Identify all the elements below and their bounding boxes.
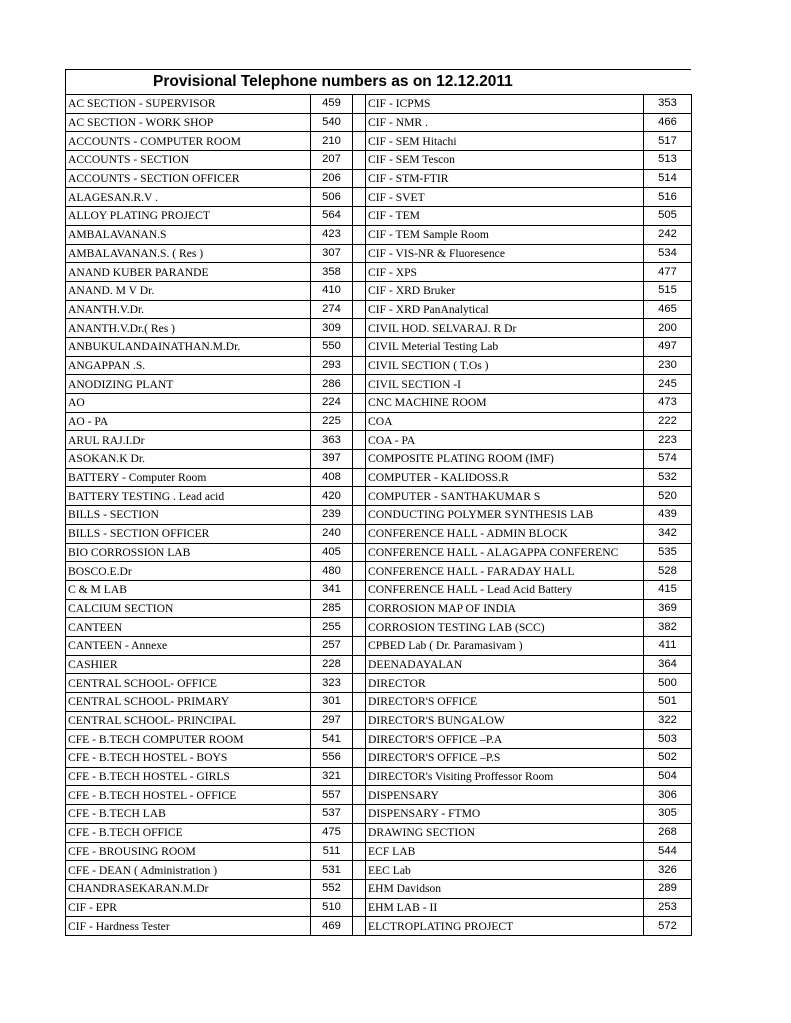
- entry-number: 511: [311, 842, 353, 861]
- entry-name: CIF - SVET: [366, 188, 644, 207]
- column-gap: [353, 823, 366, 842]
- entry-name: ARUL RAJ.I.Dr: [66, 431, 311, 450]
- entry-number: 321: [311, 767, 353, 786]
- entry-name: COMPUTER - SANTHAKUMAR S: [366, 487, 644, 506]
- entry-name: DISPENSARY - FTMO: [366, 805, 644, 824]
- entry-name: CIF - SEM Tescon: [366, 151, 644, 170]
- column-gap: [353, 898, 366, 917]
- column-gap: [353, 917, 366, 936]
- entry-name: ELCTROPLATING PROJECT: [366, 917, 644, 936]
- table-row: [66, 244, 692, 263]
- entry-number: 200: [644, 319, 692, 338]
- entry-number: 363: [311, 431, 353, 450]
- entry-name: BIO CORROSSION LAB: [66, 543, 311, 562]
- entry-number: 423: [311, 225, 353, 244]
- entry-name: CENTRAL SCHOOL- PRIMARY: [66, 693, 311, 712]
- column-gap: [353, 132, 366, 151]
- entry-number: 514: [644, 169, 692, 188]
- column-gap: [353, 263, 366, 282]
- entry-name: CIF - STM-FTIR: [366, 169, 644, 188]
- column-gap: [353, 879, 366, 898]
- entry-number: 564: [311, 207, 353, 226]
- entry-number: 503: [644, 730, 692, 749]
- entry-number: 286: [311, 375, 353, 394]
- entry-name: CASHIER: [66, 655, 311, 674]
- table-row: [66, 898, 692, 917]
- entry-name: CORROSION MAP OF INDIA: [366, 599, 644, 618]
- entry-name: CIF - ICPMS: [366, 95, 644, 114]
- entry-number: 410: [311, 281, 353, 300]
- entry-name: DRAWING SECTION: [366, 823, 644, 842]
- entry-number: 245: [644, 375, 692, 394]
- column-gap: [353, 244, 366, 263]
- entry-name: CIF - Hardness Tester: [66, 917, 311, 936]
- entry-number: 289: [644, 879, 692, 898]
- entry-name: ACCOUNTS - COMPUTER ROOM: [66, 132, 311, 151]
- entry-number: 572: [644, 917, 692, 936]
- entry-number: 465: [644, 300, 692, 319]
- entry-number: 544: [644, 842, 692, 861]
- entry-name: AMBALAVANAN.S: [66, 225, 311, 244]
- entry-number: 497: [644, 337, 692, 356]
- entry-number: 369: [644, 599, 692, 618]
- entry-name: ECF LAB: [366, 842, 644, 861]
- entry-number: 540: [311, 113, 353, 132]
- column-gap: [353, 562, 366, 581]
- column-gap: [353, 375, 366, 394]
- column-gap: [353, 468, 366, 487]
- entry-number: 301: [311, 693, 353, 712]
- entry-number: 541: [311, 730, 353, 749]
- column-gap: [353, 225, 366, 244]
- entry-number: 517: [644, 132, 692, 151]
- entry-number: 253: [644, 898, 692, 917]
- entry-name: ANAND KUBER PARANDE: [66, 263, 311, 282]
- entry-number: 323: [311, 674, 353, 693]
- table-row: [66, 225, 692, 244]
- entry-number: 268: [644, 823, 692, 842]
- entry-number: 528: [644, 562, 692, 581]
- entry-number: 228: [311, 655, 353, 674]
- entry-number: 556: [311, 749, 353, 768]
- entry-number: 469: [311, 917, 353, 936]
- column-gap: [353, 618, 366, 637]
- entry-name: AO: [66, 394, 311, 413]
- entry-name: CIF - NMR .: [366, 113, 644, 132]
- table-row: [66, 151, 692, 170]
- entry-number: 531: [311, 861, 353, 880]
- entry-name: DIRECTOR'S BUNGALOW: [366, 711, 644, 730]
- entry-name: CIF - XRD PanAnalytical: [366, 300, 644, 319]
- entry-number: 535: [644, 543, 692, 562]
- telephone-table-body: [66, 95, 692, 936]
- entry-name: COMPUTER - KALIDOSS.R: [366, 468, 644, 487]
- entry-number: 552: [311, 879, 353, 898]
- table-row: [66, 263, 692, 282]
- entry-name: CIF - EPR: [66, 898, 311, 917]
- entry-name: CONFERENCE HALL - ADMIN BLOCK: [366, 524, 644, 543]
- entry-name: AC SECTION - SUPERVISOR: [66, 95, 311, 114]
- entry-number: 537: [311, 805, 353, 824]
- entry-name: AO - PA: [66, 412, 311, 431]
- table-row: [66, 506, 692, 525]
- entry-name: BATTERY TESTING . Lead acid: [66, 487, 311, 506]
- column-gap: [353, 506, 366, 525]
- table-row: [66, 468, 692, 487]
- entry-number: 222: [644, 412, 692, 431]
- table-row: [66, 300, 692, 319]
- entry-number: 420: [311, 487, 353, 506]
- entry-number: 473: [644, 394, 692, 413]
- table-row: [66, 375, 692, 394]
- entry-name: CONFERENCE HALL - FARADAY HALL: [366, 562, 644, 581]
- entry-number: 305: [644, 805, 692, 824]
- entry-number: 240: [311, 524, 353, 543]
- entry-number: 326: [644, 861, 692, 880]
- entry-number: 501: [644, 693, 692, 712]
- entry-name: CFE - B.TECH HOSTEL - OFFICE: [66, 786, 311, 805]
- page-title: Provisional Telephone numbers as on 12.12.2011: [153, 73, 513, 90]
- table-row: [66, 207, 692, 226]
- entry-name: CALCIUM SECTION: [66, 599, 311, 618]
- entry-name: CFE - B.TECH COMPUTER ROOM: [66, 730, 311, 749]
- entry-name: CIF - VIS-NR & Fluoresence: [366, 244, 644, 263]
- entry-name: CANTEEN: [66, 618, 311, 637]
- column-gap: [353, 842, 366, 861]
- entry-name: COMPOSITE PLATING ROOM (IMF): [366, 450, 644, 469]
- table-row: [66, 599, 692, 618]
- column-gap: [353, 636, 366, 655]
- column-gap: [353, 749, 366, 768]
- column-gap: [353, 319, 366, 338]
- column-gap: [353, 543, 366, 562]
- entry-number: 306: [644, 786, 692, 805]
- table-row: [66, 450, 692, 469]
- table-row: [66, 562, 692, 581]
- table-row: [66, 132, 692, 151]
- table-row: [66, 95, 692, 114]
- entry-number: 223: [644, 431, 692, 450]
- entry-name: EHM Davidson: [366, 879, 644, 898]
- column-gap: [353, 693, 366, 712]
- table-row: [66, 543, 692, 562]
- column-gap: [353, 524, 366, 543]
- table-row: [66, 711, 692, 730]
- column-gap: [353, 95, 366, 114]
- entry-name: CIF - XPS: [366, 263, 644, 282]
- entry-name: ANAND. M V Dr.: [66, 281, 311, 300]
- table-row: [66, 169, 692, 188]
- column-gap: [353, 207, 366, 226]
- column-gap: [353, 281, 366, 300]
- entry-number: 477: [644, 263, 692, 282]
- entry-number: 466: [644, 113, 692, 132]
- column-gap: [353, 188, 366, 207]
- entry-name: BOSCO.E.Dr: [66, 562, 311, 581]
- entry-number: 397: [311, 450, 353, 469]
- entry-name: CONFERENCE HALL - ALAGAPPA CONFERENC: [366, 543, 644, 562]
- entry-name: DIRECTOR'S OFFICE –P.S: [366, 749, 644, 768]
- column-gap: [353, 711, 366, 730]
- entry-number: 309: [311, 319, 353, 338]
- entry-number: 411: [644, 636, 692, 655]
- entry-name: CIVIL SECTION -I: [366, 375, 644, 394]
- entry-name: CIF - TEM: [366, 207, 644, 226]
- table-row: [66, 805, 692, 824]
- entry-name: CHANDRASEKARAN.M.Dr: [66, 879, 311, 898]
- table-row: [66, 113, 692, 132]
- telephone-table: [65, 94, 692, 936]
- column-gap: [353, 356, 366, 375]
- table-row: [66, 917, 692, 936]
- entry-number: 506: [311, 188, 353, 207]
- column-gap: [353, 412, 366, 431]
- entry-name: CIF - XRD Bruker: [366, 281, 644, 300]
- column-gap: [353, 337, 366, 356]
- table-row: [66, 580, 692, 599]
- entry-number: 239: [311, 506, 353, 525]
- column-gap: [353, 786, 366, 805]
- entry-name: COA - PA: [366, 431, 644, 450]
- entry-name: BILLS - SECTION OFFICER: [66, 524, 311, 543]
- table-row: [66, 655, 692, 674]
- entry-name: ACCOUNTS - SECTION: [66, 151, 311, 170]
- entry-name: CENTRAL SCHOOL- PRINCIPAL: [66, 711, 311, 730]
- entry-name: ACCOUNTS - SECTION OFFICER: [66, 169, 311, 188]
- entry-number: 342: [644, 524, 692, 543]
- entry-number: 574: [644, 450, 692, 469]
- table-row: [66, 281, 692, 300]
- entry-number: 255: [311, 618, 353, 637]
- table-row: [66, 767, 692, 786]
- entry-name: CONFERENCE HALL - Lead Acid Battery: [366, 580, 644, 599]
- entry-name: AMBALAVANAN.S. ( Res ): [66, 244, 311, 263]
- entry-number: 322: [644, 711, 692, 730]
- table-row: [66, 842, 692, 861]
- column-gap: [353, 300, 366, 319]
- table-row: [66, 879, 692, 898]
- entry-number: 210: [311, 132, 353, 151]
- entry-number: 225: [311, 412, 353, 431]
- entry-name: CORROSION TESTING LAB (SCC): [366, 618, 644, 637]
- entry-number: 510: [311, 898, 353, 917]
- entry-name: CIF - SEM Hitachi: [366, 132, 644, 151]
- column-gap: [353, 394, 366, 413]
- table-row: [66, 730, 692, 749]
- entry-number: 532: [644, 468, 692, 487]
- entry-name: ASOKAN.K Dr.: [66, 450, 311, 469]
- entry-name: CFE - B.TECH OFFICE: [66, 823, 311, 842]
- entry-number: 207: [311, 151, 353, 170]
- entry-name: ANANTH.V.Dr.( Res ): [66, 319, 311, 338]
- entry-number: 480: [311, 562, 353, 581]
- column-gap: [353, 431, 366, 450]
- table-row: [66, 412, 692, 431]
- column-gap: [353, 487, 366, 506]
- entry-number: 353: [644, 95, 692, 114]
- entry-number: 364: [644, 655, 692, 674]
- entry-number: 285: [311, 599, 353, 618]
- entry-number: 224: [311, 394, 353, 413]
- table-row: [66, 786, 692, 805]
- column-gap: [353, 767, 366, 786]
- entry-number: 230: [644, 356, 692, 375]
- entry-number: 358: [311, 263, 353, 282]
- entry-number: 475: [311, 823, 353, 842]
- entry-number: 520: [644, 487, 692, 506]
- entry-number: 459: [311, 95, 353, 114]
- entry-name: CPBED Lab ( Dr. Paramasivam ): [366, 636, 644, 655]
- entry-name: ANANTH.V.Dr.: [66, 300, 311, 319]
- table-row: [66, 861, 692, 880]
- entry-number: 405: [311, 543, 353, 562]
- entry-name: CNC MACHINE ROOM: [366, 394, 644, 413]
- column-gap: [353, 730, 366, 749]
- entry-name: CFE - BROUSING ROOM: [66, 842, 311, 861]
- column-gap: [353, 113, 366, 132]
- entry-number: 297: [311, 711, 353, 730]
- column-gap: [353, 450, 366, 469]
- entry-number: 206: [311, 169, 353, 188]
- column-gap: [353, 805, 366, 824]
- entry-name: CANTEEN - Annexe: [66, 636, 311, 655]
- entry-name: CENTRAL SCHOOL- OFFICE: [66, 674, 311, 693]
- entry-name: CFE - B.TECH HOSTEL - BOYS: [66, 749, 311, 768]
- table-row: [66, 394, 692, 413]
- table-row: [66, 487, 692, 506]
- entry-number: 516: [644, 188, 692, 207]
- entry-number: 513: [644, 151, 692, 170]
- entry-number: 242: [644, 225, 692, 244]
- entry-name: COA: [366, 412, 644, 431]
- entry-name: AC SECTION - WORK SHOP: [66, 113, 311, 132]
- table-row: [66, 188, 692, 207]
- telephone-sheet: [65, 69, 691, 936]
- entry-name: CIVIL SECTION ( T.Os ): [366, 356, 644, 375]
- entry-name: ALLOY PLATING PROJECT: [66, 207, 311, 226]
- entry-name: DIRECTOR'S OFFICE –P.A: [366, 730, 644, 749]
- column-gap: [353, 169, 366, 188]
- entry-number: 550: [311, 337, 353, 356]
- column-gap: [353, 580, 366, 599]
- table-row: [66, 618, 692, 637]
- table-row: [66, 524, 692, 543]
- table-row: [66, 823, 692, 842]
- entry-number: 307: [311, 244, 353, 263]
- entry-number: 341: [311, 580, 353, 599]
- entry-name: DIRECTOR'S OFFICE: [366, 693, 644, 712]
- table-row: [66, 356, 692, 375]
- entry-number: 534: [644, 244, 692, 263]
- column-gap: [353, 151, 366, 170]
- column-gap: [353, 674, 366, 693]
- entry-number: 439: [644, 506, 692, 525]
- entry-number: 504: [644, 767, 692, 786]
- entry-number: 408: [311, 468, 353, 487]
- entry-number: 382: [644, 618, 692, 637]
- entry-number: 515: [644, 281, 692, 300]
- entry-name: CIVIL Meterial Testing Lab: [366, 337, 644, 356]
- entry-number: 274: [311, 300, 353, 319]
- entry-name: DIRECTOR: [366, 674, 644, 693]
- entry-name: CFE - B.TECH HOSTEL - GIRLS: [66, 767, 311, 786]
- table-row: [66, 674, 692, 693]
- entry-number: 415: [644, 580, 692, 599]
- entry-name: ANBUKULANDAINATHAN.M.Dr.: [66, 337, 311, 356]
- column-gap: [353, 655, 366, 674]
- entry-name: EEC Lab: [366, 861, 644, 880]
- entry-name: CFE - B.TECH LAB: [66, 805, 311, 824]
- entry-name: ANGAPPAN .S.: [66, 356, 311, 375]
- entry-number: 502: [644, 749, 692, 768]
- entry-name: BILLS - SECTION: [66, 506, 311, 525]
- table-row: [66, 337, 692, 356]
- entry-name: CFE - DEAN ( Administration ): [66, 861, 311, 880]
- table-row: [66, 636, 692, 655]
- entry-name: CONDUCTING POLYMER SYNTHESIS LAB: [366, 506, 644, 525]
- entry-name: CIVIL HOD. SELVARAJ. R Dr: [366, 319, 644, 338]
- table-row: [66, 431, 692, 450]
- entry-name: EHM LAB - II: [366, 898, 644, 917]
- entry-name: BATTERY - Computer Room: [66, 468, 311, 487]
- entry-name: DIRECTOR's Visiting Proffessor Room: [366, 767, 644, 786]
- entry-number: 505: [644, 207, 692, 226]
- column-gap: [353, 599, 366, 618]
- entry-number: 293: [311, 356, 353, 375]
- entry-name: C & M LAB: [66, 580, 311, 599]
- entry-name: ALAGESAN.R.V .: [66, 188, 311, 207]
- entry-number: 257: [311, 636, 353, 655]
- column-gap: [353, 861, 366, 880]
- entry-name: ANODIZING PLANT: [66, 375, 311, 394]
- table-row: [66, 693, 692, 712]
- entry-number: 500: [644, 674, 692, 693]
- entry-number: 557: [311, 786, 353, 805]
- entry-name: CIF - TEM Sample Room: [366, 225, 644, 244]
- entry-name: DISPENSARY: [366, 786, 644, 805]
- title-row: [65, 69, 691, 94]
- entry-name: DEENADAYALAN: [366, 655, 644, 674]
- table-row: [66, 749, 692, 768]
- table-row: [66, 319, 692, 338]
